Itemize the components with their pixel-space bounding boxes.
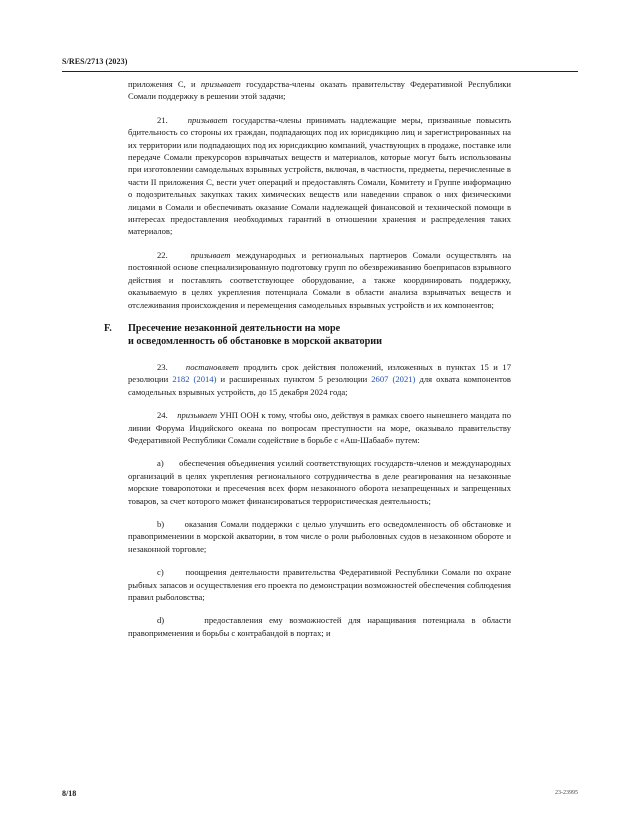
- page-number: 8/18: [62, 789, 77, 798]
- document-symbol: S/RES/2713 (2023): [62, 57, 128, 66]
- section-letter: F.: [104, 322, 112, 334]
- paragraph-text: международных и региональных партнеров Сомали осуществлять на постоянной основе специализированную подготовку групп по обезвреживанию боеприпасов взрывного действия и поставлять соответствующее оборудование, а также координировать поддержку, оказываемую в целях укрепления потенциала Сомали в области анализа взрывчатых веществ и отслеживания происхождения и перемещения самодельных взрывных устройств и их компонентов;: [128, 249, 512, 310]
- resolution-link-2607[interactable]: 2607 (2021): [371, 374, 416, 385]
- section-title-line-1: Пресечение незаконной деятельности на море: [128, 322, 341, 334]
- paragraph-intro-continuation: [128, 78, 511, 103]
- paragraph-number: 24.: [157, 410, 168, 421]
- paragraph-number: 22.: [157, 249, 168, 260]
- paragraph-text: для охвата компонентов самодельных взрывных устройств, до 15 декабря 2024 года;: [128, 374, 511, 397]
- subparagraph-text: обеспечения объединения усилий соответствующих государств-членов и международных организаций в целях укрепления регионального сотрудничества в деле реагирования на незаконные морские товаропотоки и пресечения всех форм незаконного оборота незапрещенных и запрещенных товаров, за счет которого может финансироваться террористическая деятельность;: [128, 458, 511, 506]
- document-body: [104, 78, 512, 650]
- paragraph-23: [128, 361, 511, 398]
- subparagraph-letter: a): [157, 458, 164, 469]
- subparagraph-a: [128, 457, 511, 507]
- paragraph-text: УНП ООН к тому, чтобы оно, действуя в рамках своего нынешнего мандата по линии Форума Индийского океана по вопросам преступности на море, оказывало правительству Федеративной Республики Сомали содействие в борьбе с «Аш-Шабааб» путем:: [128, 410, 512, 445]
- subparagraph-d: [128, 614, 511, 639]
- header-divider: [62, 71, 578, 72]
- paragraph-21: [128, 114, 511, 238]
- subparagraph-letter: d): [157, 615, 165, 626]
- document-number: 23-23995: [555, 790, 578, 796]
- paragraph-text: и расширенных пунктом 5 резолюции: [216, 374, 372, 385]
- subparagraph-text: поощрения деятельности правительства Федеративной Республики Сомали по охране рыбных запасов и осуществления его проекта по демонстрации возможностей обеспечения соблюдения правил рыболовства;: [128, 567, 512, 602]
- operative-verb: постановляет: [185, 361, 239, 372]
- paragraph-text: продлить срок действия положений, изложенных в пунктах 15 и 17 резолюции: [128, 361, 512, 385]
- subparagraph-c: [128, 566, 511, 603]
- subparagraph-text: оказания Сомали поддержки с целью улучшить его осведомленность об обстановке и правоприменении в морской акватории, в том числе о роли рыболовных судов в незаконном обороте и незаконной торговле;: [128, 518, 512, 554]
- intro-text-pre: приложения С, и: [128, 79, 201, 89]
- section-title-line-2: и осведомленность об обстановке в морской акватории: [128, 335, 383, 347]
- intro-text-post: государства-члены оказать правительству Федеративной Республики Сомали поддержку в решении этой задачи;: [128, 79, 511, 102]
- paragraph-22: [128, 249, 511, 311]
- paragraph-number: 23.: [157, 361, 168, 372]
- subparagraph-letter: c): [157, 567, 164, 578]
- operative-verb: призывает: [187, 114, 228, 125]
- operative-verb: призывает: [190, 249, 231, 260]
- paragraph-24: [128, 409, 511, 446]
- section-heading-f: [104, 322, 511, 348]
- subparagraph-b: [128, 518, 511, 555]
- subparagraph-letter: b): [157, 518, 165, 529]
- subparagraph-text: предоставления ему возможностей для наращивания потенциала в области правоприменения и борьбы с контрабандой в портах; и: [128, 615, 511, 638]
- paragraph-text: государства-члены принимать надлежащие меры, призванные повысить бдительность со стороны их граждан, подпадающих под их юрисдикцию лиц и зарегистрированных на их территории или подпадающих под их юрисдикцию компаний, участвующих в продаже, поставке или передаче Сомали прекурсоров взрывчатых веществ и материалов, которые могут быть использованы при изготовлении самодельных взрывных устройств, включая, в частности, предметы, перечисленные в части II приложения С, вести учет операций и предоставлять Сомали, Комитету и Группе информацию о подозрительных закупках таких химических веществ или наведении справок о них физическими лицами в Сомали и обеспечивать оказание Сомали надлежащей финансовой и технической помощи в интересах предоставления необходимых гарантий в отношении хранения и распределения таких материалов;: [128, 114, 512, 237]
- resolution-link-2182[interactable]: 2182 (2014): [172, 374, 217, 385]
- paragraph-number: 21.: [157, 114, 168, 125]
- operative-verb: призывает: [177, 410, 218, 421]
- intro-verb: призывает: [200, 79, 241, 89]
